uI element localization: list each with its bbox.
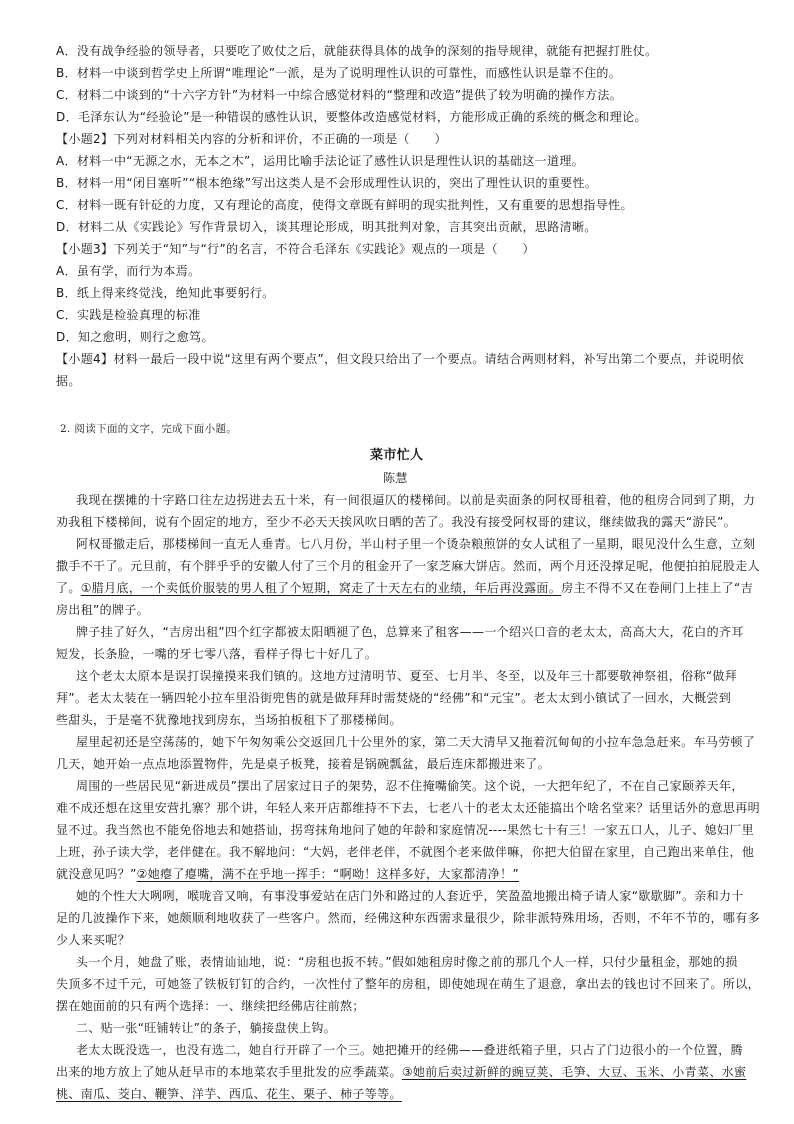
option-b-q2: B．材料一用“闭目塞听”“根本绝缘”写出这类人是不会形成理性认识的，突出了理性认识的重要性。 (56, 176, 598, 190)
paragraph-6-line: 上班，孙子读大学，老伴健在。我不解地问：“大妈，老伴老伴，不就图个老来做伴嘛，你把大伯留在家里，自己跑出来单住，他 (56, 845, 755, 859)
paragraph-7-line: 足的几波操作下来，她颇顺利地收获了一些客户。然而，经佛这种东西需求量很少，除非派特殊用场，否则，不年不节的，哪有多 (56, 911, 760, 925)
question-4-cont: 据。 (56, 374, 81, 388)
paragraph-2-line: 房出租”的牌子。 (56, 603, 150, 617)
paragraph-5-line: 屋里起初还是空荡荡的，她下午匆匆乘公交返回几十公里外的家，第二天大清早又拖着沉甸甸的小拉车急急赶来。车马劳顿了 (76, 735, 756, 749)
underlined-sentence-2: ②她瘪了瘪嘴，满不在乎地一挥手：“啊呦！这样多好，大家都清净！” (136, 867, 520, 881)
paragraph-8-line: 摆在她面前的只有两个选择：一、继续把经佛店往前熬； (56, 999, 365, 1013)
passage-author: 陈慧 (383, 471, 408, 485)
underlined-sentence-3: ③她前后卖过新鲜的豌豆荚、毛笋、大豆、玉米、小青菜、水蜜 (401, 1065, 747, 1079)
option-d-q3: D．知之愈明，则行之愈笃。 (56, 330, 214, 344)
paragraph-9-line: 二、贴一张“旺铺转让”的条子，躺接盘侠上钩。 (76, 1021, 337, 1035)
question-4: 【小题4】材料一最后一段中说“这里有两个要点”，但文段只给出了一个要点。请结合两则材料，补写出第二个要点，并说明依 (56, 352, 745, 366)
option-b-q1: B．材料一中谈到哲学史上所谓“唯理论”一派，是为了说明理性认识的可靠性，而感性认识是靠不住的。 (56, 66, 622, 80)
option-a-q2: A．材料一中“无源之水，无本之木”，运用比喻手法论证了感性认识是理性认识的基础这一道理。 (56, 154, 585, 168)
plain-text: 就没意见吗？” (56, 867, 137, 881)
paragraph-2-line: 撒手不干了。元旦前，有个胖乎乎的安徽人付了三个月的租金开了一家芝麻大饼店。然而，两个月还没撑足呢，他便拍拍屁股走人 (56, 559, 760, 573)
paragraph-4-line: 这个老太太原本是误打误撞摸来我们镇的。这地方过清明节、夏至、七月半、冬至，以及年三十都要敬神祭祖，俗称“做拜 (76, 669, 738, 683)
option-c-q3: C．实践是检验真理的标准 (56, 308, 201, 322)
underlined-sentence-1: ①腊月底，一个卖低价服装的男人租了个短期，窝走了十天左右的业绩，年后再没露面。 (80, 581, 562, 595)
passage-title: 菜市忙人 (370, 448, 424, 463)
paragraph-1-line: 我现在摆摊的十字路口往左边拐进去五十米，有一间很逼仄的楼梯间。以前是卖面条的阿权哥租着，他的租房合同到了期，力 (76, 493, 756, 507)
plain-text: 房主不得不又在卷闸门上挂上了“吉 (561, 581, 753, 595)
option-d-q2: D．材料二从《实践论》写作背景切入，谈其理论形成，明其批判对象，言其突出贡献，思路清晰。 (56, 220, 597, 234)
option-b-q3: B．纸上得来终觉浅，绝知此事要躬行。 (56, 286, 275, 300)
paragraph-3-line: 短发，长条脸，一嘴的牙七零八落，看样子得七十好几了。 (56, 647, 378, 661)
option-a-q1: A．没有战争经验的领导者，只要吃了败仗之后，就能获得具体的战争的深刻的指导规律，就能有把握打胜仗。 (56, 44, 658, 58)
paragraph-6-line: 周围的一些居民见“新进成员”摆出了居家过日子的架势，忍不住掩嘴偷笑。这个说，一大把年纪了，不在自己家颐养天年， (76, 779, 744, 793)
paragraph-3-line: 牌子挂了好久，“吉房出租”四个红字都被太阳晒褪了色，总算来了租客——一个绍兴口音的老太太，高高大大，花白的齐耳 (76, 625, 744, 639)
paragraph-7-line: 少人来买呢？ (56, 933, 131, 947)
paragraph-2-line: 阿权哥撤走后，那楼梯间一直无人垂青。七八月份，半山村子里一个烫杂粮煎饼的女人试租了一星期，眼见没什么生意，立刻 (76, 537, 756, 551)
paragraph-10-line (56, 1086, 402, 1102)
section-heading: 2. 阅读下面的文字，完成下面小题。 (60, 423, 238, 435)
option-a-q3: A．虽有学，而行为本焉。 (56, 264, 201, 278)
paragraph-4-line: 拜”。老太太装在一辆四轮小拉车里沿街兜售的就是做拜拜时需焚烧的“经佛”和“元宝”。老太太到小镇试了一回水，大概尝到 (56, 691, 732, 705)
paragraph-8-line: 头一个月，她盘了账，表情讪讪地，说：“房租也扳不转。”假如她租房时像之前的那几个人一样，只付少量租金，那她的损 (76, 955, 738, 969)
question-3: 【小题3】下列关于“知”与“行”的名言，不符合毛泽东《实践论》观点的一项是（ ） (56, 242, 535, 256)
question-2: 【小题2】下列对材料相关内容的分析和评价，不正确的一项是（ ） (56, 132, 447, 146)
plain-text: 出来的地方放上了她从赶早市的本地菜农手里批发的应季蔬菜。 (56, 1065, 402, 1079)
paragraph-1-line: 劝我租下楼梯间，说有个固定的地方，至少不必天天挨风吹日晒的苦了。我没有接受阿权哥的建议，继续做我的露天“游民”。 (56, 515, 737, 529)
paragraph-5-line: 几天，她开始一点点地添置物件，先是桌子板凳，接着是锅碗瓢盆，最后连床都搬进来了。 (56, 757, 551, 771)
paragraph-6-line: 显不过。我当然也不能免俗地去和她搭讪，拐弯抹角地问了她的年龄和家庭情况----果然七十有三！一家五口人，儿子、媳妇厂里 (56, 823, 754, 837)
paragraph-6-line: 难不成还想在这里安营扎寨？那个讲，年轻人来开店都维持不下去，七老八十的老太太还能搞出个啥名堂来？话里话外的意思再明 (56, 801, 760, 815)
paragraph-10-line (56, 1064, 746, 1080)
paragraph-4-line: 些甜头，于是毫不犹豫地找到房东，当场拍板租下了那楼梯间。 (56, 713, 402, 727)
option-c-q2: C．材料一既有针砭的力度，又有理论的高度，使得文章既有鲜明的现实批判性，又有重要的思想指导性。 (56, 198, 633, 212)
paragraph-8-line: 失顶多不过千元，可她签了铁板钉钉的合约，一次性付了整年的房租，即使她现在萌生了退意，拿出去的钱也讨不回来了。所以， (56, 977, 760, 991)
paragraph-10-line: 老太太既没选一，也没有选二，她自行开辟了一个三。她把摊开的经佛——叠进纸箱子里，只占了门边很小的一个位置，腾 (76, 1043, 743, 1057)
option-c-q1: C．材料二中谈到的“十六字方针”为材料一中综合感觉材料的“整理和改造”提供了较为明确的操作方法。 (56, 88, 623, 102)
option-d-q1: D．毛泽东认为“经验论”是一种错误的感性认识，要整体改造感觉材料，方能形成正确的系统的概念和理论。 (56, 110, 647, 124)
plain-text: 了。 (56, 581, 81, 595)
paragraph-2-line (56, 580, 753, 596)
underlined-sentence-3-cont: 桃、南瓜、茭白、鞭笋、洋芋、西瓜、花生、栗子、柿子等等。 (56, 1087, 402, 1101)
paragraph-7-line: 她的个性大大咧咧，喉咙音又响，有事没事爱站在店门外和路过的人套近乎，笑盈盈地搬出椅子请人家“歇歇脚”。亲和力十 (76, 889, 744, 903)
paragraph-6-line (56, 866, 519, 882)
